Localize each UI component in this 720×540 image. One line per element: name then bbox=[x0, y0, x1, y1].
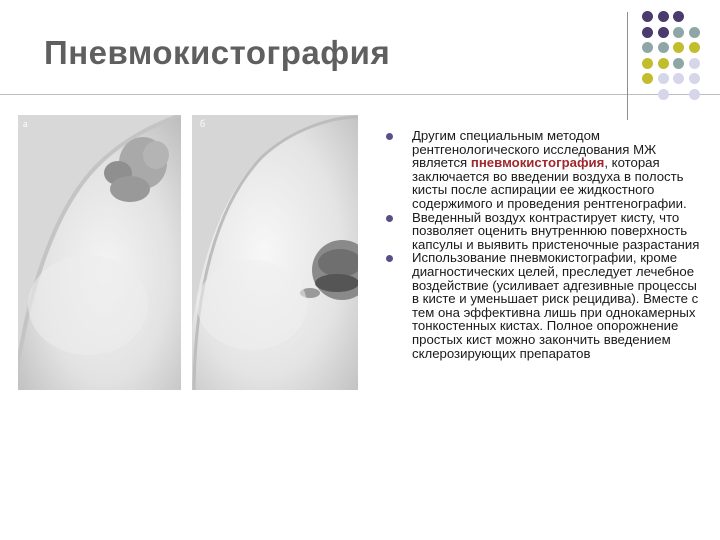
decor-dot bbox=[658, 11, 669, 22]
bullet-list bbox=[386, 129, 706, 360]
xray-b-graphic bbox=[192, 115, 358, 390]
decor-dot bbox=[673, 11, 684, 22]
decor-dot bbox=[642, 58, 653, 69]
decor-dot bbox=[689, 27, 700, 38]
decor-dot bbox=[658, 58, 669, 69]
slide-title: Пневмокистография bbox=[44, 34, 391, 71]
bullet-1-text-before: Другим специальным методом рентгенологического исследования МЖ является bbox=[412, 128, 657, 171]
xray-b-letter: б bbox=[200, 119, 206, 130]
decor-dot bbox=[689, 42, 700, 53]
decor-dot bbox=[642, 42, 653, 53]
decor-dot bbox=[689, 73, 700, 84]
xray-image-a bbox=[18, 115, 181, 390]
bullet-dot bbox=[386, 255, 393, 262]
decor-dot bbox=[689, 58, 700, 69]
decor-dot bbox=[673, 42, 684, 53]
xray-a-graphic bbox=[18, 115, 181, 390]
xray-images bbox=[18, 115, 358, 390]
decor-dot bbox=[689, 89, 700, 100]
decor-dot bbox=[658, 42, 669, 53]
bullet-1-highlight: пневмокистография bbox=[470, 155, 605, 171]
bullet-item bbox=[386, 211, 706, 252]
decor-dot bbox=[642, 11, 653, 22]
bullet-2-text: Введенный воздух контрастирует кисту, что позволяет оценить внутреннюю поверхность капсулы и выявить пристеночные разрастания bbox=[412, 209, 700, 252]
decor-dot bbox=[673, 73, 684, 84]
decor-dot bbox=[658, 73, 669, 84]
decor-dot bbox=[658, 27, 669, 38]
bullet-item bbox=[386, 129, 706, 211]
title-divider bbox=[0, 94, 720, 95]
bullet-dot bbox=[386, 133, 393, 140]
decor-dot bbox=[642, 73, 653, 84]
xray-image-b bbox=[192, 115, 358, 390]
bullet-3-text: Использование пневмокистографии, кроме диагностических целей, преследует лечебное воздействие (усиливает адгезивные процессы в кисте и уменьшает риск рецидива). Вместе с тем она эффективна лишь при однокамерных тонкостенных кистах. Полное опорожнение простых кист можно закончить введением склерозирующих препаратов bbox=[412, 250, 699, 361]
decor-vertical-line bbox=[627, 12, 628, 120]
decor-dot bbox=[673, 27, 684, 38]
bullet-dot bbox=[386, 215, 393, 222]
decor-dot bbox=[642, 27, 653, 38]
bullet-1-text-after: , которая заключается во введении воздуха в полость кисты после аспирации ее жидкостного содержимого и проведения рентгенографии. bbox=[412, 155, 687, 211]
decor-dot-grid bbox=[640, 11, 720, 121]
xray-a-letter: а bbox=[23, 119, 28, 130]
decor-dot bbox=[673, 58, 684, 69]
decor-dot bbox=[658, 89, 669, 100]
bullet-item bbox=[386, 251, 706, 360]
